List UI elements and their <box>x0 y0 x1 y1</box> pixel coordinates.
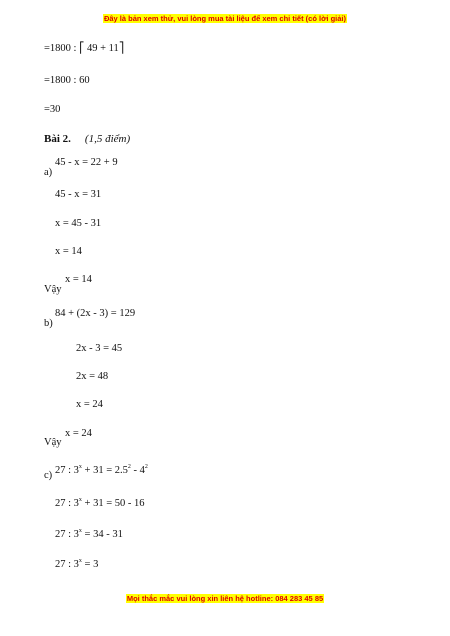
preview-banner-text: Đây là bản xem thử, vui lòng mua tài liệu để xem chi tiết (có lời giải) <box>103 14 347 23</box>
c-line-1-sup-1: x <box>78 464 82 470</box>
b-line-4: x = 24 <box>76 399 103 410</box>
section-title: Bài 2. <box>44 133 71 145</box>
calc-line-1: =1800 : ⎡ 49 + 11⎤ <box>44 43 124 54</box>
calc-line-3: =30 <box>44 104 61 115</box>
c-line-2-left: 27 : 3 <box>55 498 79 509</box>
a-line-1: 45 - x = 22 + 9 <box>55 157 118 168</box>
part-c-label: c) <box>44 470 53 481</box>
c-line-3-sup: x <box>78 528 82 534</box>
c-line-1-mid: + 31 = 2.5 <box>81 465 128 476</box>
a-line-3: x = 45 - 31 <box>55 218 102 229</box>
hotline-banner-text: Mọi thắc mắc vui lòng xin liên hệ hotline: 084 283 45 85 <box>126 594 324 603</box>
b-conclusion-label: Vậy <box>44 437 62 448</box>
a-line-2: 45 - x = 31 <box>55 189 102 200</box>
c-line-3 <box>55 525 123 541</box>
c-line-1-mid-2: - 4 <box>130 465 145 476</box>
a-conclusion-label: Vậy <box>44 284 62 295</box>
c-line-2-right: + 31 = 50 - 16 <box>81 498 145 509</box>
c-line-4-right: = 3 <box>81 559 99 570</box>
b-line-3: 2x = 48 <box>76 371 109 382</box>
b-conclusion: x = 24 <box>65 428 92 439</box>
part-a-label: a) <box>44 167 53 178</box>
preview-banner <box>0 14 450 23</box>
c-line-3-right: = 34 - 31 <box>81 529 123 540</box>
c-line-1-sup-3: 2 <box>144 464 148 470</box>
b-line-2: 2x - 3 = 45 <box>76 343 123 354</box>
c-line-4 <box>55 555 98 571</box>
c-line-1-sup-2: 2 <box>127 464 131 470</box>
c-line-2-sup: x <box>78 497 82 503</box>
c-line-1 <box>55 461 148 477</box>
calc-line-2: =1800 : 60 <box>44 75 90 86</box>
part-b-label: b) <box>44 318 53 329</box>
c-line-4-sup: x <box>78 558 82 564</box>
a-conclusion: x = 14 <box>65 274 92 285</box>
b-line-1: 84 + (2x - 3) = 129 <box>55 308 136 319</box>
section-heading <box>44 133 130 145</box>
c-line-2 <box>55 494 145 510</box>
c-line-4-left: 27 : 3 <box>55 559 79 570</box>
hotline-banner <box>0 594 450 603</box>
a-line-4: x = 14 <box>55 246 82 257</box>
c-line-3-left: 27 : 3 <box>55 529 79 540</box>
section-points: (1,5 điểm) <box>84 133 131 145</box>
c-line-1-left: 27 : 3 <box>55 465 79 476</box>
